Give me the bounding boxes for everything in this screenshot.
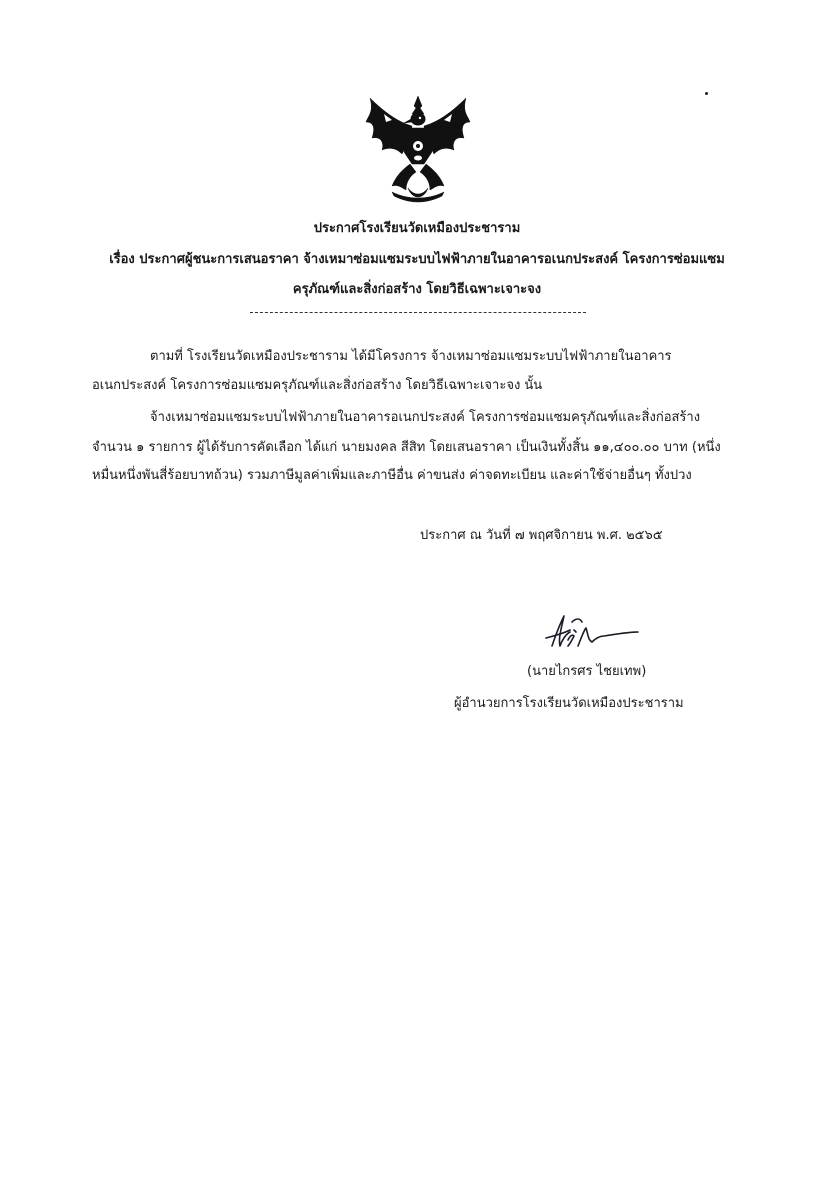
announcement-subject-line1: เรื่อง ประกาศผู้ชนะการเสนอราคา จ้างเหมาซ่อมแซมระบบไฟฟ้าภายในอาคารอเนกประสงค์ โครงการซ่อมแซม xyxy=(109,252,725,267)
announcement-date: ประกาศ ณ วันที่ ๗ พฤศจิกายน พ.ศ. ๒๕๖๕ xyxy=(420,528,663,543)
handwritten-signature xyxy=(538,610,648,660)
paragraph1-line1: ตามที่ โรงเรียนวัดเหมืองประชาราม ได้มีโครงการ จ้างเหมาซ่อมแซมระบบไฟฟ้าภายในอาคาร xyxy=(150,349,672,364)
paragraph1-line2: อเนกประสงค์ โครงการซ่อมแซมครุภัณฑ์และสิ่งก่อสร้าง โดยวิธีเฉพาะเจาะจง นั้น xyxy=(92,378,543,393)
announcement-title: ประกาศโรงเรียนวัดเหมืองประชาราม xyxy=(313,221,521,236)
paragraph2-line3: หมื่นหนึ่งพันสี่ร้อยบาทถ้วน) รวมภาษีมูลค่าเพิ่มและภาษีอื่น ค่าขนส่ง ค่าจดทะเบียน และค่าใช้จ่ายอื่นๆ ทั้งปวง xyxy=(92,468,692,483)
signatory-position: ผู้อำนวยการโรงเรียนวัดเหมืองประชาราม xyxy=(454,696,684,711)
paragraph2-line2: จำนวน ๑ รายการ ผู้ได้รับการคัดเลือก ได้แก่ นายมงคล สีสิท โดยเสนอราคา เป็นเงินทั้งสิ้น ๑๑,๔๐๐.๐๐ บาท (หนึ่ง xyxy=(92,440,721,455)
separator-dashes xyxy=(250,312,586,313)
paragraph2-line1: จ้างเหมาซ่อมแซมระบบไฟฟ้าภายในอาคารอเนกประสงค์ โครงการซ่อมแซมครุภัณฑ์และสิ่งก่อสร้าง xyxy=(150,410,701,425)
garuda-emblem-icon xyxy=(362,92,474,204)
announcement-subject-line2: ครุภัณฑ์และสิ่งก่อสร้าง โดยวิธีเฉพาะเจาะจง xyxy=(292,282,542,297)
signatory-name: (นายไกรศร ไชยเทพ) xyxy=(527,664,647,679)
ink-speck xyxy=(705,92,708,95)
